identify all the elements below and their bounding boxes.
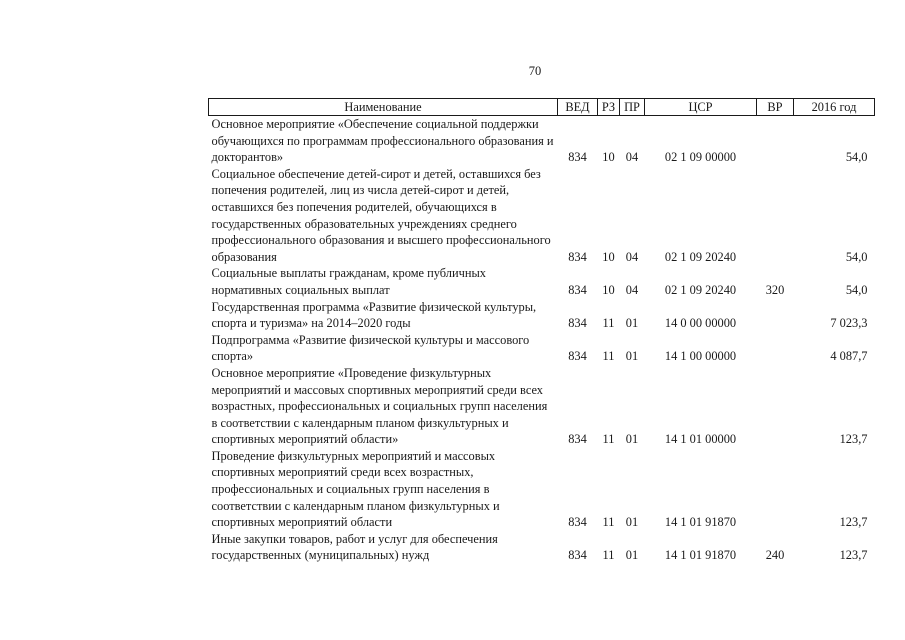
header-rz: РЗ [598,99,620,116]
header-name: Наименование [209,99,558,116]
row-name: Проведение физкультурных мероприятий и массовых спортивных мероприятий среди всех возрастных, профессиональных и социальных групп населения в соответствии с календарным планом физкультурных и спортивных мероприятий области [211,448,500,530]
row-amount: 123,7 [839,432,868,447]
row-amount: 54,0 [845,150,868,165]
table-row [209,265,875,298]
row-ved: 834 [568,432,587,447]
row-vr [757,116,794,166]
row-rz: 11 [602,316,615,331]
row-amount: 54,0 [845,249,868,264]
row-rz: 10 [602,150,615,165]
row-pr: 01 [625,432,639,447]
row-pr: 04 [625,150,639,165]
row-rz: 11 [602,515,615,530]
row-amount: 54,0 [845,282,868,297]
row-csr: 02 1 09 00000 [664,150,737,165]
row-name: Основное мероприятие «Проведение физкультурных мероприятий и массовых спортивных мероприятий среди всех возрастных, профессиональных и социальных групп населения в соответствии с календарным планом физкультурных и спортивных мероприятий области» [211,365,548,447]
row-ved: 834 [568,282,587,297]
row-amount: 7 023,3 [830,316,868,331]
row-name: Основное мероприятие «Обеспечение социальной поддержки обучающихся по программам профессионального образования и докторантов» [211,117,554,165]
page-number: 70 [528,64,542,78]
header-csr: ЦСР [645,99,757,116]
row-csr: 02 1 09 20240 [664,249,737,264]
row-name: Подпрограмма «Развитие физической культуры и массового спорта» [211,332,530,364]
row-rz: 11 [602,349,615,364]
row-vr [757,166,794,266]
row-ved: 834 [568,548,587,563]
row-csr: 14 1 01 91870 [664,548,737,563]
row-pr: 01 [625,316,639,331]
row-csr: 14 1 00 00000 [664,349,737,364]
row-vr: 240 [765,548,785,563]
row-pr: 04 [625,249,639,264]
row-amount: 123,7 [839,548,868,563]
header-vr: ВР [757,99,794,116]
row-ved: 834 [568,316,587,331]
row-csr: 14 0 00 00000 [664,316,737,331]
row-vr [757,365,794,448]
row-amount: 4 087,7 [830,349,868,364]
row-csr: 14 1 01 00000 [664,432,737,447]
row-ved: 834 [568,349,587,364]
row-name: Государственная программа «Развитие физической культуры, спорта и туризма» на 2014–2020 годы [211,299,537,331]
header-ved: ВЕД [558,99,598,116]
row-name: Социальное обеспечение детей-сирот и детей, оставшихся без попечения родителей, лиц из числа детей-сирот и детей, оставшихся без попечения родителей, обучающихся в государственных образовательных учреждениях среднего профессионального образования и высшего профессионального образования [211,166,551,264]
row-rz: 10 [602,282,615,297]
row-csr: 14 1 01 91870 [664,515,737,530]
row-name: Иные закупки товаров, работ и услуг для обеспечения государственных (муниципальных) нужд [211,531,498,563]
row-vr [757,299,794,332]
table-header-row [209,99,875,116]
row-pr: 01 [625,349,639,364]
header-year: 2016 год [794,99,875,116]
table-row [209,448,875,531]
row-pr: 01 [625,515,639,530]
row-ved: 834 [568,249,587,264]
row-rz: 11 [602,548,615,563]
row-csr: 02 1 09 20240 [664,282,737,297]
row-ved: 834 [568,515,587,530]
row-name: Социальные выплаты гражданам, кроме публичных нормативных социальных выплат [211,266,486,297]
table-row [209,332,875,365]
table-row [209,299,875,332]
budget-table [208,98,875,564]
row-vr [757,332,794,365]
table-row [209,365,875,448]
table-row [209,166,875,266]
row-rz: 10 [602,249,615,264]
row-vr [757,448,794,531]
row-rz: 11 [602,432,615,447]
table-row [209,531,875,564]
row-vr: 320 [765,282,785,297]
table-row [209,116,875,166]
row-pr: 01 [625,548,639,563]
header-pr: ПР [620,99,645,116]
row-amount: 123,7 [839,515,868,530]
row-pr: 04 [625,282,639,297]
row-ved: 834 [568,150,587,165]
